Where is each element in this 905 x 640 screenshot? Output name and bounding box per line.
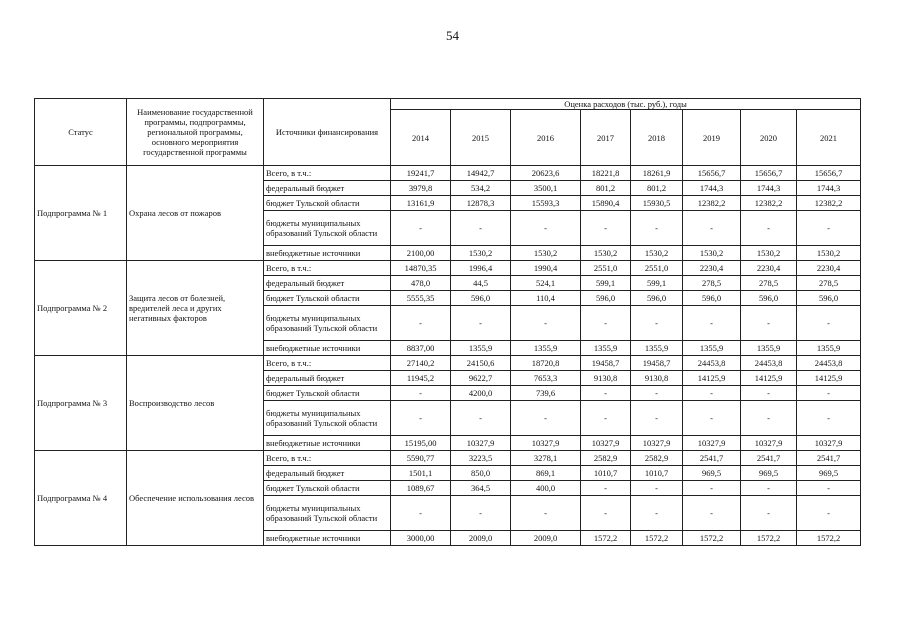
subprogram-status: Подпрограмма № 3	[35, 356, 127, 451]
value-cell: 2009,0	[451, 531, 511, 546]
value-cell: -	[391, 496, 451, 531]
value-cell: 1530,2	[581, 246, 631, 261]
funding-source: бюджет Тульской области	[264, 386, 391, 401]
value-cell: 2541,7	[683, 451, 741, 466]
year-header: 2015	[451, 110, 511, 166]
value-cell: -	[741, 401, 797, 436]
value-cell: 1530,2	[631, 246, 683, 261]
funding-source: бюджеты муниципальных образований Тульской области	[264, 211, 391, 246]
value-cell: -	[797, 481, 861, 496]
value-cell: 596,0	[797, 291, 861, 306]
value-cell: 27140,2	[391, 356, 451, 371]
value-cell: 2230,4	[797, 261, 861, 276]
value-cell: 478,0	[391, 276, 451, 291]
value-cell: 2009,0	[511, 531, 581, 546]
value-cell: 869,1	[511, 466, 581, 481]
value-cell: 599,1	[581, 276, 631, 291]
value-cell: -	[631, 386, 683, 401]
value-cell: 14125,9	[683, 371, 741, 386]
value-cell: -	[581, 386, 631, 401]
funding-source: Всего, в т.ч.:	[264, 261, 391, 276]
value-cell: -	[391, 211, 451, 246]
value-cell: 3500,1	[511, 181, 581, 196]
value-cell: 19458,7	[631, 356, 683, 371]
value-cell: 14125,9	[741, 371, 797, 386]
funding-source: внебюджетные источники	[264, 341, 391, 356]
value-cell: 1744,3	[741, 181, 797, 196]
value-cell: 2551,0	[581, 261, 631, 276]
header-status: Статус	[35, 99, 127, 166]
table-row	[35, 166, 861, 181]
value-cell: -	[683, 496, 741, 531]
value-cell: -	[581, 306, 631, 341]
value-cell: -	[581, 211, 631, 246]
value-cell: 14942,7	[451, 166, 511, 181]
value-cell: 1996,4	[451, 261, 511, 276]
value-cell: 596,0	[631, 291, 683, 306]
subprogram-name: Защита лесов от болезней, вредителей леса и других негативных факторов	[127, 261, 264, 356]
value-cell: 278,5	[741, 276, 797, 291]
value-cell: -	[451, 211, 511, 246]
value-cell: 596,0	[741, 291, 797, 306]
value-cell: -	[741, 211, 797, 246]
value-cell: 15593,3	[511, 196, 581, 211]
header-name: Наименование государственной программы, подпрограммы, региональной программы, основного мероприятия государственной программы	[127, 99, 264, 166]
value-cell: -	[741, 386, 797, 401]
value-cell: 18261,9	[631, 166, 683, 181]
value-cell: -	[511, 401, 581, 436]
year-header: 2019	[683, 110, 741, 166]
value-cell: -	[451, 496, 511, 531]
value-cell: 10327,9	[797, 436, 861, 451]
value-cell: 3000,00	[391, 531, 451, 546]
value-cell: -	[741, 496, 797, 531]
value-cell: 1572,2	[683, 531, 741, 546]
value-cell: 1572,2	[797, 531, 861, 546]
value-cell: -	[391, 401, 451, 436]
value-cell: 400,0	[511, 481, 581, 496]
funding-source: Всего, в т.ч.:	[264, 166, 391, 181]
value-cell: 3278,1	[511, 451, 581, 466]
value-cell: 11945,2	[391, 371, 451, 386]
value-cell: -	[797, 496, 861, 531]
value-cell: 801,2	[631, 181, 683, 196]
value-cell: 14125,9	[797, 371, 861, 386]
value-cell: 1355,9	[741, 341, 797, 356]
value-cell: 24150,6	[451, 356, 511, 371]
value-cell: 12382,2	[797, 196, 861, 211]
table-row	[35, 356, 861, 371]
value-cell: -	[451, 306, 511, 341]
value-cell: 739,6	[511, 386, 581, 401]
year-header: 2014	[391, 110, 451, 166]
page-number: 54	[446, 28, 459, 43]
value-cell: -	[391, 306, 451, 341]
value-cell: 1355,9	[631, 341, 683, 356]
header-sources: Источники финансирования	[264, 99, 391, 166]
subprogram-status: Подпрограмма № 4	[35, 451, 127, 546]
value-cell: 5590,77	[391, 451, 451, 466]
funding-source: Всего, в т.ч.:	[264, 451, 391, 466]
table-body	[35, 166, 861, 546]
year-header: 2021	[797, 110, 861, 166]
value-cell: 1530,2	[741, 246, 797, 261]
value-cell: 1530,2	[511, 246, 581, 261]
value-cell: 2541,7	[797, 451, 861, 466]
value-cell: 1355,9	[511, 341, 581, 356]
value-cell: -	[511, 496, 581, 531]
value-cell: 110,4	[511, 291, 581, 306]
value-cell: 10327,9	[451, 436, 511, 451]
value-cell: 2230,4	[683, 261, 741, 276]
funding-source: федеральный бюджет	[264, 276, 391, 291]
value-cell: -	[511, 306, 581, 341]
funding-source: внебюджетные источники	[264, 436, 391, 451]
value-cell: 10327,9	[683, 436, 741, 451]
value-cell: 524,1	[511, 276, 581, 291]
year-header: 2016	[511, 110, 581, 166]
value-cell: -	[683, 401, 741, 436]
value-cell: 1572,2	[581, 531, 631, 546]
value-cell: 5555,35	[391, 291, 451, 306]
value-cell: 44,5	[451, 276, 511, 291]
value-cell: 969,5	[797, 466, 861, 481]
header-estimate: Оценка расходов (тыс. руб.), годы	[391, 99, 861, 110]
value-cell: -	[683, 481, 741, 496]
value-cell: 15195,00	[391, 436, 451, 451]
value-cell: 19458,7	[581, 356, 631, 371]
header-row	[35, 99, 861, 110]
funding-source: бюджеты муниципальных образований Тульской области	[264, 401, 391, 436]
value-cell: 12382,2	[683, 196, 741, 211]
year-header: 2017	[581, 110, 631, 166]
value-cell: 2541,7	[741, 451, 797, 466]
value-cell: 12382,2	[741, 196, 797, 211]
funding-source: бюджеты муниципальных образований Тульской области	[264, 496, 391, 531]
value-cell: 1572,2	[741, 531, 797, 546]
value-cell: 2582,9	[581, 451, 631, 466]
value-cell: 13161,9	[391, 196, 451, 211]
value-cell: 1089,67	[391, 481, 451, 496]
value-cell: 9130,8	[581, 371, 631, 386]
value-cell: 1530,2	[683, 246, 741, 261]
year-header: 2018	[631, 110, 683, 166]
value-cell: 1744,3	[797, 181, 861, 196]
value-cell: 1010,7	[631, 466, 683, 481]
value-cell: 9622,7	[451, 371, 511, 386]
value-cell: -	[581, 401, 631, 436]
funding-source: внебюджетные источники	[264, 246, 391, 261]
subprogram-status: Подпрограмма № 1	[35, 166, 127, 261]
value-cell: -	[683, 211, 741, 246]
value-cell: 596,0	[683, 291, 741, 306]
value-cell: 278,5	[683, 276, 741, 291]
value-cell: -	[683, 386, 741, 401]
value-cell: 15656,7	[741, 166, 797, 181]
value-cell: 19241,7	[391, 166, 451, 181]
funding-source: федеральный бюджет	[264, 466, 391, 481]
value-cell: 24453,8	[683, 356, 741, 371]
funding-source: Всего, в т.ч.:	[264, 356, 391, 371]
value-cell: 12878,3	[451, 196, 511, 211]
value-cell: 1501,1	[391, 466, 451, 481]
funding-source: федеральный бюджет	[264, 181, 391, 196]
funding-source: бюджет Тульской области	[264, 291, 391, 306]
value-cell: 2551,0	[631, 261, 683, 276]
value-cell: 1572,2	[631, 531, 683, 546]
value-cell: 1530,2	[451, 246, 511, 261]
value-cell: -	[797, 306, 861, 341]
value-cell: -	[683, 306, 741, 341]
value-cell: 278,5	[797, 276, 861, 291]
funding-source: бюджет Тульской области	[264, 481, 391, 496]
subprogram-name: Обеспечение использования лесов	[127, 451, 264, 546]
value-cell: 7653,3	[511, 371, 581, 386]
value-cell: 969,5	[741, 466, 797, 481]
value-cell: -	[631, 481, 683, 496]
value-cell: 850,0	[451, 466, 511, 481]
value-cell: -	[797, 401, 861, 436]
value-cell: 2100,00	[391, 246, 451, 261]
value-cell: -	[631, 306, 683, 341]
value-cell: 1355,9	[797, 341, 861, 356]
subprogram-name: Воспроизводство лесов	[127, 356, 264, 451]
value-cell: -	[741, 481, 797, 496]
value-cell: 4200,0	[451, 386, 511, 401]
value-cell: -	[797, 386, 861, 401]
value-cell: 15656,7	[683, 166, 741, 181]
value-cell: 534,2	[451, 181, 511, 196]
value-cell: 2582,9	[631, 451, 683, 466]
value-cell: 24453,8	[797, 356, 861, 371]
value-cell: 3223,5	[451, 451, 511, 466]
value-cell: 24453,8	[741, 356, 797, 371]
value-cell: 10327,9	[741, 436, 797, 451]
value-cell: 15930,5	[631, 196, 683, 211]
value-cell: -	[631, 401, 683, 436]
value-cell: 10327,9	[581, 436, 631, 451]
value-cell: 8837,00	[391, 341, 451, 356]
value-cell: 364,5	[451, 481, 511, 496]
table-row	[35, 261, 861, 276]
subprogram-name: Охрана лесов от пожаров	[127, 166, 264, 261]
value-cell: 15656,7	[797, 166, 861, 181]
value-cell: 1355,9	[581, 341, 631, 356]
value-cell: 1530,2	[797, 246, 861, 261]
value-cell: 15890,4	[581, 196, 631, 211]
value-cell: -	[581, 481, 631, 496]
value-cell: 2230,4	[741, 261, 797, 276]
value-cell: 18720,8	[511, 356, 581, 371]
value-cell: 3979,8	[391, 181, 451, 196]
value-cell: -	[631, 496, 683, 531]
year-header: 2020	[741, 110, 797, 166]
value-cell: 20623,6	[511, 166, 581, 181]
value-cell: 1355,9	[683, 341, 741, 356]
value-cell: 1355,9	[451, 341, 511, 356]
value-cell: 1744,3	[683, 181, 741, 196]
funding-source: федеральный бюджет	[264, 371, 391, 386]
value-cell: -	[741, 306, 797, 341]
funding-source: бюджеты муниципальных образований Тульской области	[264, 306, 391, 341]
value-cell: 1990,4	[511, 261, 581, 276]
value-cell: -	[451, 401, 511, 436]
value-cell: 1010,7	[581, 466, 631, 481]
value-cell: 9130,8	[631, 371, 683, 386]
value-cell: -	[511, 211, 581, 246]
table-row	[35, 451, 861, 466]
value-cell: -	[797, 211, 861, 246]
subprogram-status: Подпрограмма № 2	[35, 261, 127, 356]
value-cell: -	[391, 386, 451, 401]
value-cell: 596,0	[451, 291, 511, 306]
value-cell: 969,5	[683, 466, 741, 481]
value-cell: 14870,35	[391, 261, 451, 276]
value-cell: 10327,9	[511, 436, 581, 451]
value-cell: -	[581, 496, 631, 531]
value-cell: 596,0	[581, 291, 631, 306]
value-cell: -	[631, 211, 683, 246]
budget-table	[34, 98, 861, 546]
value-cell: 18221,8	[581, 166, 631, 181]
value-cell: 801,2	[581, 181, 631, 196]
value-cell: 10327,9	[631, 436, 683, 451]
funding-source: внебюджетные источники	[264, 531, 391, 546]
value-cell: 599,1	[631, 276, 683, 291]
funding-source: бюджет Тульской области	[264, 196, 391, 211]
